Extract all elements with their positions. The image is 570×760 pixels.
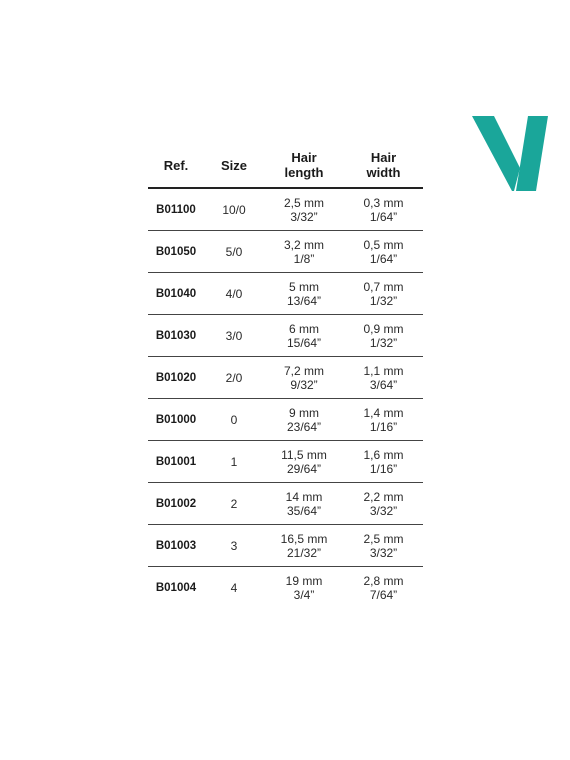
logo-right-stroke xyxy=(516,116,548,191)
header-hair-width-line1: Hair xyxy=(370,150,397,165)
hair-width-mm: 1,4 mm xyxy=(363,405,404,420)
v-chevron-logo-icon xyxy=(472,116,550,194)
table-body xyxy=(148,188,423,608)
table-row xyxy=(148,315,423,357)
cell-size: 2 xyxy=(204,483,264,525)
cell-size: 3/0 xyxy=(204,315,264,357)
header-hair-width-line2: width xyxy=(366,165,401,180)
table-row xyxy=(148,567,423,609)
hair-length-inch: 21/32” xyxy=(286,545,322,560)
table-row xyxy=(148,188,423,231)
hair-width-inch: 1/16” xyxy=(369,461,398,476)
cell-ref: B01002 xyxy=(148,483,204,525)
cell-hair-width xyxy=(344,188,423,231)
hair-length-mm: 2,5 mm xyxy=(283,195,324,210)
hair-length-mm: 16,5 mm xyxy=(280,531,328,546)
cell-hair-width xyxy=(344,231,423,273)
cell-size: 4/0 xyxy=(204,273,264,315)
cell-ref: B01040 xyxy=(148,273,204,315)
cell-size: 10/0 xyxy=(204,188,264,231)
hair-width-mm: 0,7 mm xyxy=(363,279,404,294)
cell-hair-length xyxy=(264,231,344,273)
cell-hair-width xyxy=(344,315,423,357)
cell-hair-length xyxy=(264,441,344,483)
cell-hair-width xyxy=(344,567,423,609)
hair-length-mm: 6 mm xyxy=(289,321,319,336)
cell-ref: B01100 xyxy=(148,188,204,231)
cell-ref: B01000 xyxy=(148,399,204,441)
hair-length-mm: 9 mm xyxy=(289,405,319,420)
hair-length-mm: 19 mm xyxy=(285,573,323,588)
hair-width-mm: 0,9 mm xyxy=(363,321,404,336)
cell-ref: B01004 xyxy=(155,581,197,594)
cell-hair-length xyxy=(264,483,344,525)
cell-size: 4 xyxy=(230,580,238,595)
table-row xyxy=(148,357,423,399)
hair-length-inch: 3/4” xyxy=(293,587,315,602)
cell-hair-length xyxy=(264,525,344,567)
cell-hair-length xyxy=(264,567,344,609)
hair-spec-table xyxy=(148,143,423,608)
hair-width-mm: 1,6 mm xyxy=(363,447,404,462)
hair-length-mm: 7,2 mm xyxy=(283,363,324,378)
cell-size: 1 xyxy=(204,441,264,483)
cell-ref: B01030 xyxy=(148,315,204,357)
hair-width-inch: 1/64” xyxy=(369,209,398,224)
header-hair-width xyxy=(344,143,423,188)
cell-ref: B01050 xyxy=(148,231,204,273)
cell-hair-length xyxy=(264,357,344,399)
hair-width-mm: 0,5 mm xyxy=(363,237,404,252)
cell-size: 3 xyxy=(204,525,264,567)
hair-width-mm: 0,3 mm xyxy=(363,195,404,210)
hair-length-mm: 5 mm xyxy=(289,279,319,294)
cell-ref: B01001 xyxy=(148,441,204,483)
hair-length-mm: 14 mm xyxy=(285,489,323,504)
table-row xyxy=(148,483,423,525)
header-hair-length xyxy=(264,143,344,188)
cell-hair-width xyxy=(344,399,423,441)
hair-length-inch: 15/64” xyxy=(286,335,322,350)
hair-width-mm: 2,2 mm xyxy=(363,489,404,504)
hair-length-mm: 3,2 mm xyxy=(283,237,324,252)
hair-width-inch: 3/32” xyxy=(369,503,398,518)
cell-size: 5/0 xyxy=(204,231,264,273)
cell-ref: B01003 xyxy=(148,525,204,567)
cell-hair-length xyxy=(264,399,344,441)
hair-length-inch: 29/64” xyxy=(286,461,322,476)
table-row xyxy=(148,273,423,315)
hair-width-mm: 2,8 mm xyxy=(363,573,404,588)
hair-width-inch: 3/32” xyxy=(369,545,398,560)
hair-length-inch: 35/64” xyxy=(286,503,322,518)
cell-hair-width xyxy=(344,357,423,399)
cell-size: 2/0 xyxy=(204,357,264,399)
cell-hair-width xyxy=(344,441,423,483)
hair-length-inch: 13/64” xyxy=(286,293,322,308)
cell-hair-length xyxy=(264,273,344,315)
header-ref: Ref. xyxy=(148,143,204,188)
hair-width-inch: 1/32” xyxy=(369,293,398,308)
header-hair-length-line1: Hair xyxy=(291,150,317,165)
hair-width-inch: 7/64” xyxy=(369,587,398,602)
hair-length-inch: 9/32” xyxy=(290,377,318,392)
table-row xyxy=(148,231,423,273)
cell-hair-width xyxy=(344,273,423,315)
hair-width-inch: 1/32” xyxy=(369,335,398,350)
table-row xyxy=(148,441,423,483)
hair-length-mm: 11,5 mm xyxy=(281,447,327,462)
hair-width-inch: 3/64” xyxy=(369,377,398,392)
logo-left-stroke xyxy=(472,116,520,191)
cell-hair-length xyxy=(264,188,344,231)
table-row xyxy=(148,525,423,567)
cell-size: 0 xyxy=(204,399,264,441)
header-size: Size xyxy=(204,143,264,188)
hair-width-mm: 1,1 mm xyxy=(363,363,404,378)
table-header-row xyxy=(148,143,423,188)
cell-hair-width xyxy=(344,525,423,567)
cell-ref: B01020 xyxy=(148,357,204,399)
hair-length-inch: 3/32” xyxy=(290,209,318,224)
header-hair-length-line2: length xyxy=(284,165,324,180)
hair-length-inch: 23/64” xyxy=(286,419,322,434)
hair-width-inch: 1/64” xyxy=(369,251,398,266)
hair-width-mm: 2,5 mm xyxy=(363,531,404,546)
hair-width-inch: 1/16” xyxy=(369,419,398,434)
cell-hair-length xyxy=(264,315,344,357)
table-row xyxy=(148,399,423,441)
hair-length-inch: 1/8” xyxy=(293,251,315,266)
cell-hair-width xyxy=(344,483,423,525)
